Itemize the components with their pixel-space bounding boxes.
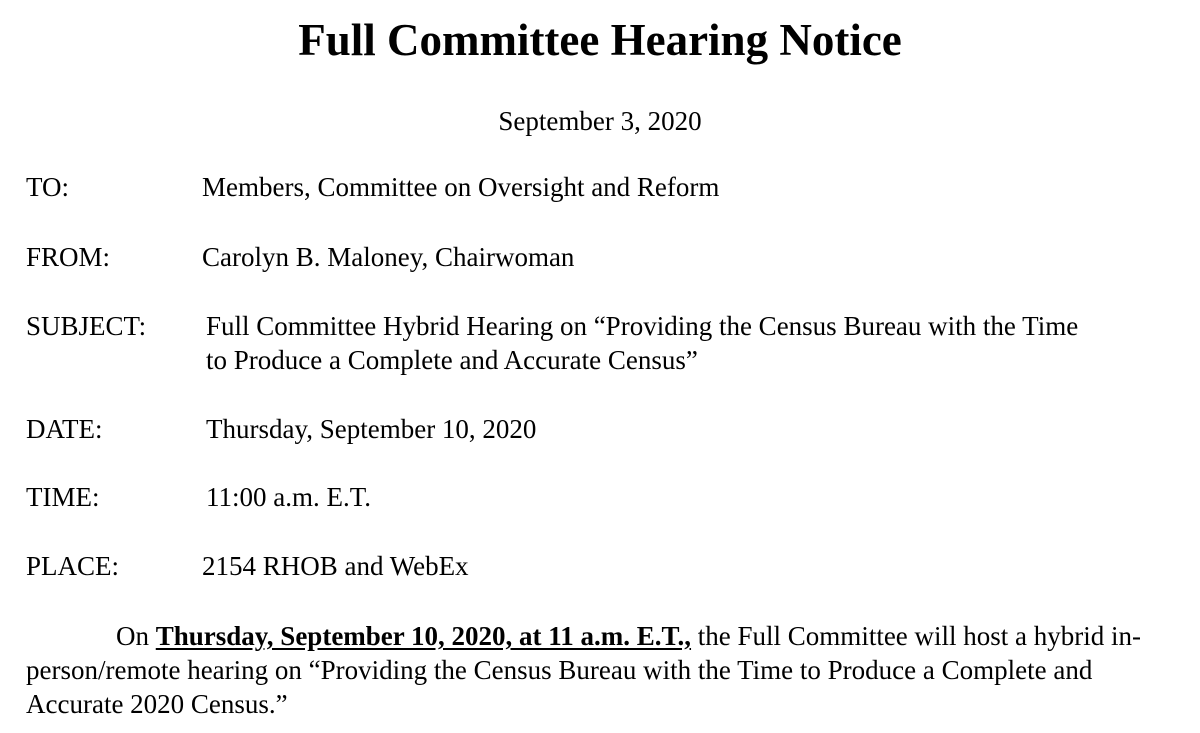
to-label: TO: <box>26 172 70 202</box>
hearing-datetime-emphasis: Thursday, September 10, 2020, at 11 a.m. E.T., <box>155 621 692 651</box>
date-label: DATE: <box>26 414 103 444</box>
notice-title: Full Committee Hearing Notice <box>298 15 902 65</box>
subject-line-2: to Produce a Complete and Accurate Census” <box>206 345 698 375</box>
to-value: Members, Committee on Oversight and Reform <box>202 172 720 202</box>
time-label: TIME: <box>26 482 100 512</box>
body-rest: the Full Committee will host a hybrid in-person/remote hearing on “Providing the Census Bureau with the Time to Produce a Complete and Accurate 2020 Census.” <box>26 621 1142 719</box>
notice-date: September 3, 2020 <box>498 106 702 136</box>
from-value: Carolyn B. Maloney, Chairwoman <box>202 242 575 272</box>
subject-line-1: Full Committee Hybrid Hearing on “Providing the Census Bureau with the Time <box>206 311 1079 341</box>
subject-label: SUBJECT: <box>26 311 147 341</box>
subject-value <box>206 309 1186 377</box>
place-value: 2154 RHOB and WebEx <box>202 551 469 581</box>
date-value: Thursday, September 10, 2020 <box>206 414 537 444</box>
from-label: FROM: <box>26 242 111 272</box>
place-label: PLACE: <box>26 551 120 581</box>
body-lead: On <box>116 621 156 651</box>
time-value: 11:00 a.m. E.T. <box>206 482 371 512</box>
body-paragraph <box>26 619 1176 721</box>
